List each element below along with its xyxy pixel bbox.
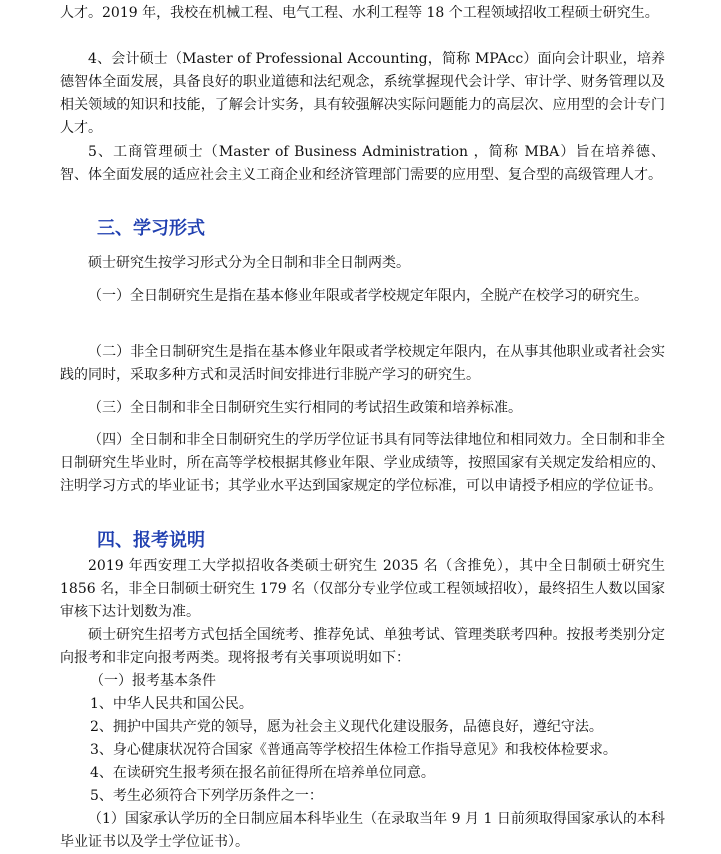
section-heading-study-form: 三、学习形式 (97, 218, 205, 239)
section-heading-application-notes: 四、报考说明 (97, 530, 205, 551)
paragraph-part-time: （二）非全日制研究生是指在基本修业年限或者学校规定年限内，在从事其他职业或者社会实践的同时，采取多种方式和灵活时间安排进行非脱产学习的研究生。 (60, 344, 665, 383)
paragraph-same-policy: （三）全日制和非全日制研究生实行相同的考试招生政策和培养标准。 (88, 400, 522, 416)
list-item: 2、拥护中国共产党的领导，愿为社会主义现代化建设服务，品德良好，遵纪守法。 (90, 719, 603, 735)
paragraph-equal-certificates: （四）全日制和非全日制研究生的学历学位证书具有同等法律地位和相同效力。全日制和非全日制研究生毕业时，所在高等学校根据其修业年限、学业成绩等，按照国家有关规定发给相应的、注明学习方式的毕业证书；其学业水平达到国家规定的学位标准，可以申请授予相应的学位证书。 (60, 432, 665, 494)
paragraph-exam-methods: 硕士研究生招考方式包括全国统考、推荐免试、单独考试、管理类联考四种。按报考类别分定向报考和非定向报考两类。现将报考有关事项说明如下： (60, 627, 665, 666)
paragraph-degree-condition-1: （1）国家承认学历的全日制应届本科毕业生（在录取当年 9 月 1 日前须取得国家承认的本科毕业证书以及学士学位证书）。 (60, 811, 665, 850)
list-item: 1、中华人民共和国公民。 (90, 696, 253, 712)
paragraph-engineering-master-end: 人才。2019 年，我校在机械工程、电气工程、水利工程等 18 个工程领域招收工程硕士研究生。 (60, 5, 659, 21)
list-item: 4、在读研究生报考须在报名前征得所在培养单位同意。 (90, 765, 435, 781)
list-item: 5、考生必须符合下列学历条件之一： (90, 788, 323, 804)
paragraph-enrollment-plan: 2019 年西安理工大学拟招收各类硕士研究生 2035 名（含推免），其中全日制硕士研究生 1856 名，非全日制硕士研究生 179 名（仅部分专业学位或工程领域招收），最终招生人数以国家审核下达计划数为准。 (60, 558, 665, 620)
list-item: 3、身心健康状况符合国家《普通高等学校招生体检工作指导意见》和我校体检要求。 (90, 742, 617, 758)
paragraph-mba: 5、工商管理硕士（Master of Business Administration ，简称 MBA）旨在培养德、智、体全面发展的适应社会主义工商企业和经济管理部门需要的应用型、复合型的高级管理人才。 (60, 144, 665, 183)
paragraph-study-form-intro: 硕士研究生按学习形式分为全日制和非全日制两类。 (88, 255, 410, 271)
paragraph-full-time: （一）全日制研究生是指在基本修业年限或者学校规定年限内，全脱产在校学习的研究生。 (88, 288, 648, 304)
paragraph-mpacc: 4、会计硕士（Master of Professional Accounting，简称 MPAcc）面向会计职业，培养德智体全面发展，具备良好的职业道德和法纪观念，系统掌握现代会计学、审计学、财务管理以及相关领域的知识和技能，了解会计实务，具有较强解决实际问题能力的高层次、应用型的会计专门人才。 (60, 51, 665, 136)
subheading-basic-requirements: （一）报考基本条件 (90, 673, 216, 689)
